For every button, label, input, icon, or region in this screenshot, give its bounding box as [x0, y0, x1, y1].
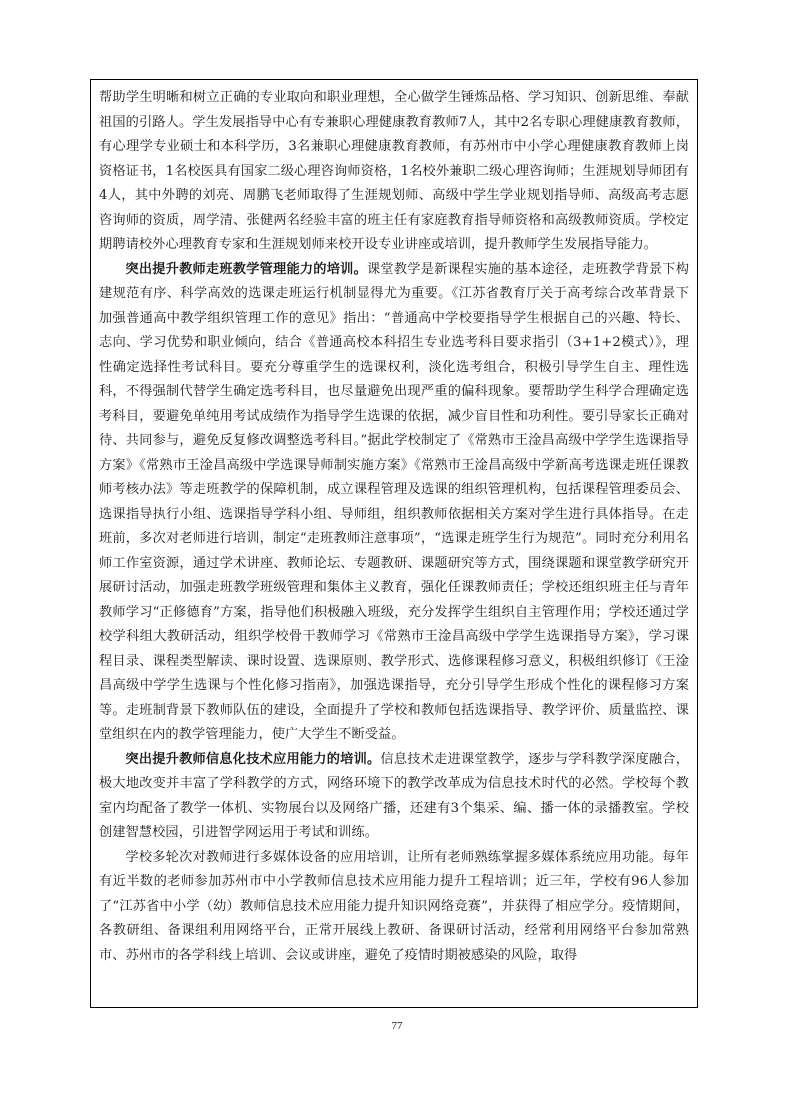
paragraph-2-text: 课堂教学是新课程实施的基本途径，走班教学背景下构建规范有序、科学高效的选课走班运行机制显得尤为重要。《江苏省教育厅关于高考综合改革背景下加强普通高中教学组织管理工作的意见》指出：“普通高中学校要指导学生根据自己的兴趣、特长、志向、学习优势和职业倾向，结合《普通高校本科招生专业选考科目要求指引（3+1+2模式）》，理性确定选择性考试科目。要充分尊重学生的选课权利，淡化选考组合，积极引导学生自主、理性选科，不得强制代替学生确定选考科目，也尽量避免出现严重的偏科现象。要帮助学生科学合理确定选考科目，要避免单纯用考试成绩作为指导学生选课的依据，减少盲目性和功利性。要引导家长正确对待、共同参与，避免反复修改调整选考科目。”据此学校制定了《常熟市王淦昌高级中学学生选课指导方案》《常熟市王淦昌高级中学选课导师制实施方案》《常熟市王淦昌高级中学新高考选课走班任课教师考核办法》等走班教学的保障机制，成立课程管理及选课的组织管理机构，包括课程管理委员会、选课指导执行小组、选课指导学科小组、导师组，组织教师依据相关方案对学生进行具体指导。在走班前，多次对老师进行培训，制定“走班教师注意事项”，“选课走班学生行为规范”。同时充分利用名师工作室资源，通过学术讲座、教师论坛、专题教研、课题研究等方式，围绕课题和课堂教学研究开展研讨活动，加强走班教学班级管理和集体主义教育，强化任课教师责任；学校还组织班主任与青年教师学习“正修德育”方案，指导他们积极融入班级，充分发挥学生组织自主管理作用；学校还通过学校学科组大教研活动，组织学校骨干教师学习《常熟市王淦昌高级中学学生选课指导方案》，学习课程目录、课程类型解读、课时设置、选课原则、教学形式、选修课程修习意义，积极组织修订《王淦昌高级中学学生选课与个性化修习指南》，加强选课指导，充分引导学生形成个性化的课程修习方案等。走班制背景下教师队伍的建设，全面提升了学校和教师包括选课指导、教学评价、质量监控、课堂组织在内的教学管理能力，使广大学生不断受益。 [99, 261, 689, 742]
page-number: 77 [391, 1020, 403, 1032]
paragraph-3-heading: 突出提升教师信息化技术应用能力的培训。 [125, 751, 381, 767]
paragraph-2-heading: 突出提升教师走班教学管理能力的培训。 [125, 261, 367, 277]
paragraph-1 [99, 86, 689, 258]
paragraph-4-text: 学校多轮次对教师进行多媒体设备的应用培训，让所有老师熟练掌握多媒体系统应用功能。每年有近半数的老师参加苏州市中小学教师信息技术应用能力提升工程培训；近三年，学校有96人参加了“江苏省中小学（幼）教师信息技术应用能力提升知识网络竞赛”，并获得了相应学分。疫情期间，各教研组、备课组利用网络平台，正常开展线上教研、备课研讨活动，经常利用网络平台参加常熟市、苏州市的各学科线上培训、会议或讲座，避免了疫情时期被感染的风险，取得 [99, 849, 689, 963]
content-frame [90, 79, 698, 1008]
paragraph-3 [99, 748, 689, 846]
paragraph-2 [99, 258, 689, 748]
paragraph-1-text: 帮助学生明晰和树立正确的专业取向和职业理想，全心做学生锤炼品格、学习知识、创新思维、奉献祖国的引路人。学生发展指导中心有专兼职心理健康教育教师7人，其中2名专职心理健康教育教师，有心理学专业硕士和本科学历，3名兼职心理健康教育教师，有苏州市中小学心理健康教育教师上岗资格证书，1名校医具有国家二级心理咨询师资格，1名校外兼职二级心理咨询师；生涯规划导师团有4人，其中外聘的刘亮、周鹏飞老师取得了生涯规划师、高级中学生学业规划指导师、高级高考志愿咨询师的资质，周学清、张健两名经验丰富的班主任有家庭教育指导师资格和高级教师资质。学校定期聘请校外心理教育专家和生涯规划师来校开设专业讲座或培训，提升教师学生发展指导能力。 [99, 90, 689, 252]
paragraph-4 [99, 846, 689, 969]
document-body [99, 86, 689, 968]
paragraph-3-text: 信息技术走进课堂教学，逐步与学科教学深度融合，极大地改变并丰富了学科教学的方式，网络环境下的教学改革成为信息技术时代的必然。学校每个教室内均配备了教学一体机、实物展台以及网络广播，还建有3个集采、编、播一体的录播教室。学校创建智慧校园，引进智学网运用于考试和训练。 [99, 751, 689, 840]
